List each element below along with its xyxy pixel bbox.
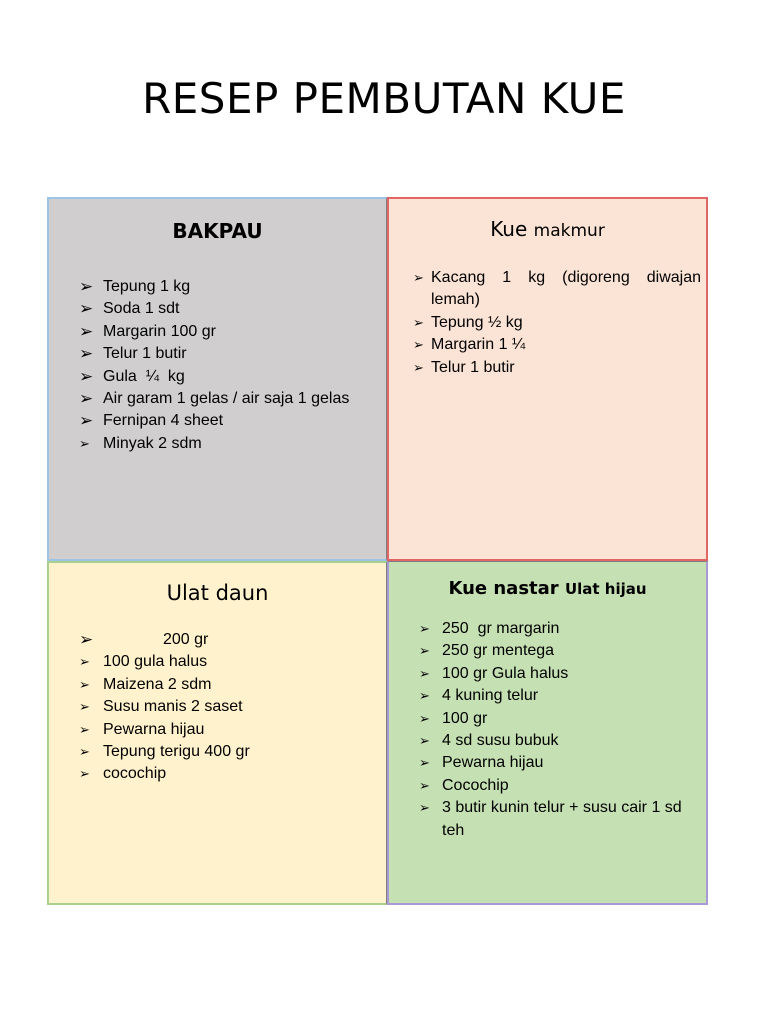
list-item: ➢ 250 gr margarin	[419, 618, 703, 640]
arrowhead-bullet-icon: ➢	[79, 435, 90, 451]
arrowhead-bullet-icon: ➢	[419, 755, 430, 771]
kue-nastar-ingredients	[419, 618, 703, 842]
document-title: RESEP PEMBUTAN KUE	[142, 74, 626, 123]
arrowhead-bullet-icon: ➢	[419, 777, 430, 793]
arrowhead-bullet-icon: ➢	[419, 621, 430, 636]
recipe-grid	[47, 197, 708, 905]
arrowhead-bullet-icon: ➢	[79, 654, 90, 670]
arrowhead-bullet-icon: ➢	[79, 321, 94, 341]
list-item: ➢ Maizena 2 sdm	[79, 674, 379, 696]
arrowhead-bullet-icon: ➢	[413, 359, 424, 375]
list-item: ➢ Telur 1 butir	[79, 343, 379, 365]
list-item: ➢ Fernipan 4 sheet	[79, 410, 379, 432]
list-item: ➢ Tepung 1 kg	[79, 276, 379, 298]
arrowhead-bullet-icon: ➢	[79, 630, 94, 649]
list-item: ➢ Gula ¼ kg	[79, 366, 379, 388]
list-item: ➢ 200 gr	[79, 629, 379, 651]
bakpau-ingredients	[79, 276, 379, 455]
kue-nastar-heading: Kue nastar Ulat hijau	[448, 578, 647, 599]
kue-nastar-cell	[387, 561, 708, 905]
arrowhead-bullet-icon: ➢	[79, 299, 94, 319]
list-item: ➢ Telur 1 butir	[413, 357, 701, 379]
arrowhead-bullet-icon: ➢	[79, 699, 90, 715]
ulat-daun-cell	[47, 561, 387, 905]
ulat-daun-ingredients	[79, 629, 379, 786]
arrowhead-bullet-icon: ➢	[79, 389, 94, 409]
arrowhead-bullet-icon: ➢	[413, 337, 424, 353]
list-item: ➢ 100 gr	[419, 708, 703, 730]
arrowhead-bullet-icon: ➢	[79, 676, 90, 692]
arrowhead-bullet-icon: ➢	[419, 688, 430, 704]
list-item: ➢ Soda 1 sdt	[79, 298, 379, 320]
arrowhead-bullet-icon: ➢	[79, 766, 90, 782]
arrowhead-bullet-icon: ➢	[79, 411, 94, 431]
arrowhead-bullet-icon: ➢	[79, 744, 90, 760]
arrowhead-bullet-icon: ➢	[419, 733, 430, 749]
list-item: ➢ Cocochip	[419, 775, 703, 797]
list-item: ➢ cocochip	[79, 763, 379, 785]
list-item: ➢ Pewarna hijau	[79, 719, 379, 741]
kue-makmur-heading: Kue makmur	[490, 217, 605, 241]
arrowhead-bullet-icon: ➢	[79, 366, 94, 386]
bakpau-heading: BAKPAU	[172, 219, 263, 243]
list-item: ➢ 4 sd susu bubuk	[419, 730, 703, 752]
arrowhead-bullet-icon: ➢	[79, 344, 94, 364]
arrowhead-bullet-icon: ➢	[413, 314, 424, 330]
arrowhead-bullet-icon: ➢	[79, 721, 90, 737]
arrowhead-bullet-icon: ➢	[419, 643, 430, 659]
list-item: ➢ 250 gr mentega	[419, 640, 703, 662]
list-item: ➢ Susu manis 2 saset	[79, 696, 379, 718]
kue-makmur-ingredients	[413, 267, 701, 379]
arrowhead-bullet-icon: ➢	[419, 665, 430, 681]
arrowhead-bullet-icon: ➢	[79, 277, 94, 296]
list-item: ➢ Margarin 100 gr	[79, 321, 379, 343]
list-item: ➢ Kacang 1 kg (digoreng diwajan lemah)	[413, 269, 701, 309]
list-item: ➢ Minyak 2 sdm	[79, 433, 379, 455]
list-item: ➢ 100 gula halus	[79, 651, 379, 673]
ulat-daun-heading: Ulat daun	[166, 581, 269, 605]
list-item: ➢ Air garam 1 gelas / air saja 1 gelas	[79, 388, 379, 410]
arrowhead-bullet-icon: ➢	[419, 710, 430, 726]
arrowhead-bullet-icon: ➢	[413, 270, 424, 285]
list-item: ➢ Tepung terigu 400 gr	[79, 741, 379, 763]
bakpau-cell	[47, 197, 387, 561]
list-item: ➢ Margarin 1 ¼	[413, 334, 701, 356]
list-item: ➢ Pewarna hijau	[419, 752, 703, 774]
arrowhead-bullet-icon: ➢	[419, 800, 430, 816]
list-item: ➢ Tepung ½ kg	[413, 312, 701, 334]
list-item: ➢ 100 gr Gula halus	[419, 663, 703, 685]
kue-makmur-cell	[387, 197, 708, 561]
list-item: ➢ 3 butir kunin telur + susu cair 1 sd teh	[419, 799, 682, 839]
list-item: ➢ 4 kuning telur	[419, 685, 703, 707]
